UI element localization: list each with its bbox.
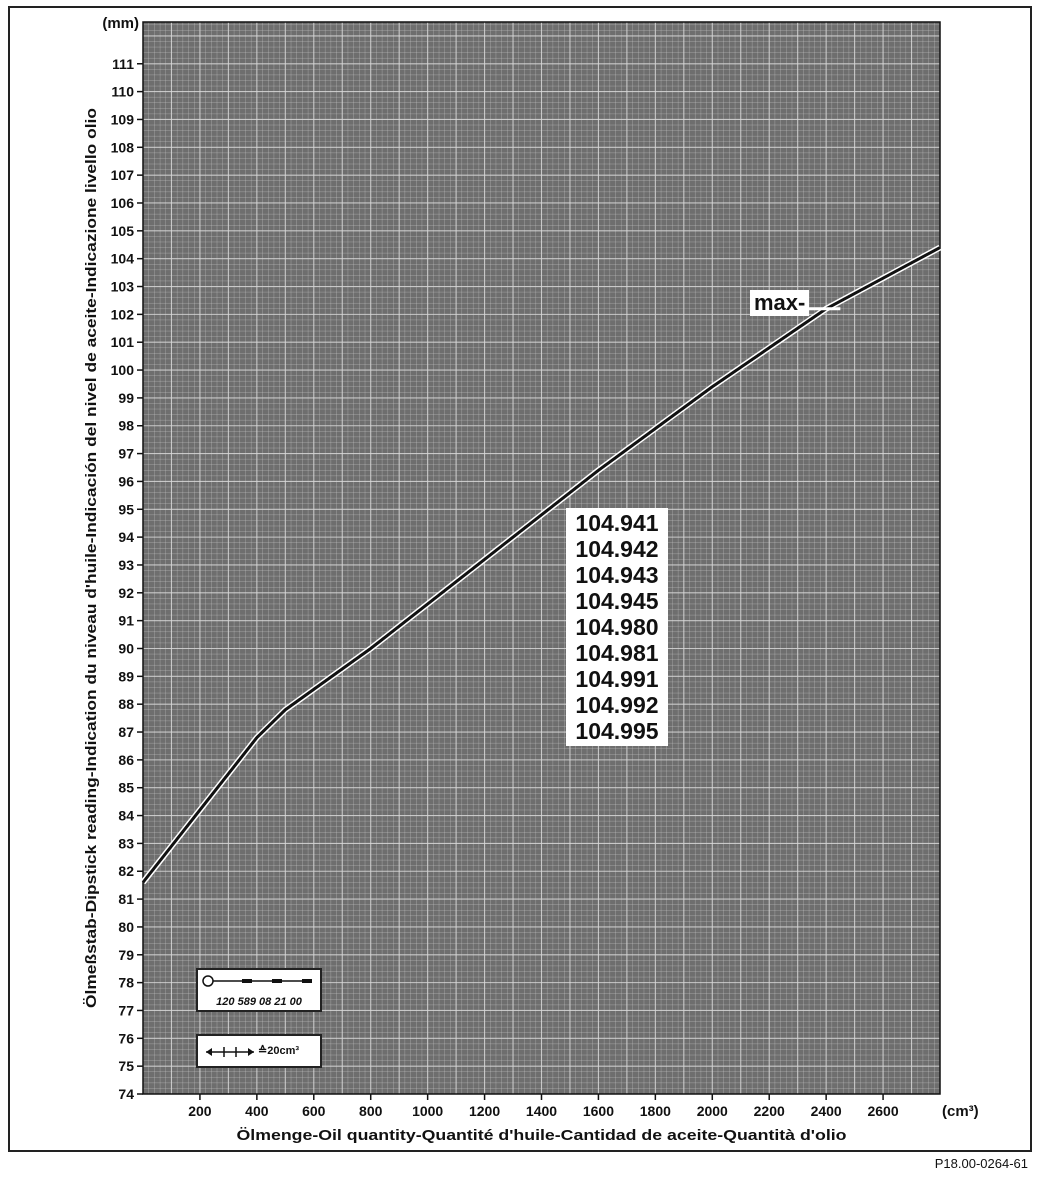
x-tick-label: 1000 — [412, 1103, 444, 1119]
y-tick-label: 90 — [118, 640, 134, 657]
y-tick-label: 98 — [118, 417, 134, 434]
data-point — [199, 809, 200, 810]
y-tick-label: 105 — [110, 222, 134, 239]
y-tick-label: 74 — [118, 1086, 134, 1102]
y-tick-label: 87 — [118, 724, 134, 741]
y-tick-label: 89 — [118, 668, 134, 685]
y-tick-label: 110 — [111, 83, 134, 100]
data-point — [285, 709, 286, 710]
model-number: 104.941 — [575, 510, 659, 536]
y-axis-title: Ölmeßstab-Dipstick reading-Indication du niveau d'huile-Indicación del nivel de aceite-Indicazione livello olio — [83, 230, 100, 1008]
y-tick-label: 78 — [118, 974, 134, 991]
max-level-label: max- — [750, 290, 809, 316]
model-number: 104.992 — [575, 692, 659, 718]
y-tick-label: 86 — [118, 751, 134, 768]
x-tick-label: 600 — [302, 1103, 326, 1119]
dipstick-tool-box — [196, 968, 322, 1012]
y-tick-label: 106 — [110, 194, 134, 211]
y-tick-label: 93 — [118, 556, 134, 573]
y-tick-label: 103 — [110, 278, 134, 295]
x-tick-label: 800 — [359, 1103, 383, 1119]
dipstick-icon — [202, 974, 316, 988]
y-tick-label: 111 — [112, 55, 134, 72]
tool-part-number: 120 589 08 21 00 — [216, 996, 302, 1008]
y-tick-label: 102 — [110, 306, 134, 323]
x-tick-label: 400 — [245, 1103, 269, 1119]
model-number: 104.981 — [575, 640, 659, 666]
x-tick-label: 1600 — [582, 1103, 615, 1119]
data-point — [712, 386, 713, 387]
scale-note-box — [196, 1034, 322, 1068]
y-tick-label: 76 — [118, 1030, 134, 1047]
y-tick-label: 81 — [118, 891, 134, 908]
model-number: 104.943 — [575, 562, 659, 588]
x-unit-label: (cm³) — [942, 1103, 979, 1120]
data-point — [370, 648, 371, 649]
x-tick-label: 1400 — [525, 1103, 558, 1119]
y-tick-label: 100 — [110, 362, 134, 379]
y-unit-label: (mm) — [102, 15, 139, 32]
y-tick-label: 107 — [110, 167, 134, 184]
y-tick-label: 75 — [118, 1058, 134, 1075]
y-tick-label: 95 — [118, 501, 134, 518]
model-number: 104.945 — [575, 588, 659, 614]
x-tick-label: 2200 — [753, 1103, 785, 1119]
y-tick-label: 82 — [118, 863, 134, 880]
model-number: 104.942 — [575, 536, 659, 562]
x-tick-label: 2000 — [696, 1103, 728, 1119]
model-number: 104.980 — [575, 614, 659, 640]
data-point — [484, 559, 485, 560]
model-number: 104.995 — [575, 718, 659, 744]
x-tick-label: 1800 — [639, 1103, 671, 1119]
model-number: 104.991 — [575, 666, 659, 692]
model-list — [566, 508, 668, 746]
y-tick-label: 77 — [118, 1002, 134, 1019]
y-tick-label: 101 — [110, 334, 134, 351]
y-tick-label: 94 — [118, 529, 134, 546]
x-tick-label: 2400 — [810, 1103, 842, 1119]
y-tick-label: 104 — [110, 250, 134, 267]
y-tick-label: 109 — [110, 111, 134, 128]
x-axis-title: Ölmenge-Oil quantity-Quantité d'huile-Cantidad de aceite-Quantità d'olio — [236, 1127, 847, 1144]
scale-note: ≙20cm³ — [258, 1045, 300, 1057]
data-point — [143, 882, 144, 883]
data-point — [256, 737, 257, 738]
figure-reference: P18.00-0264-61 — [934, 1156, 1028, 1171]
y-tick-label: 91 — [118, 612, 134, 629]
x-tick-label: 1200 — [468, 1103, 501, 1119]
y-tick-label: 85 — [118, 779, 134, 796]
y-tick-label: 83 — [118, 835, 134, 852]
y-tick-label: 92 — [118, 584, 134, 601]
y-tick-label: 99 — [118, 389, 134, 406]
y-tick-label: 97 — [118, 445, 134, 462]
x-tick-label: 200 — [188, 1103, 212, 1119]
data-point — [598, 470, 599, 471]
x-tick-label: 2600 — [867, 1103, 899, 1119]
y-tick-label: 79 — [118, 946, 134, 963]
y-tick-label: 84 — [118, 807, 134, 824]
y-tick-label: 80 — [118, 918, 134, 935]
data-point — [940, 247, 941, 248]
y-tick-label: 96 — [118, 473, 134, 490]
y-tick-label: 108 — [110, 139, 134, 156]
y-tick-label: 88 — [118, 696, 134, 713]
scale-arrow-icon — [204, 1046, 256, 1058]
